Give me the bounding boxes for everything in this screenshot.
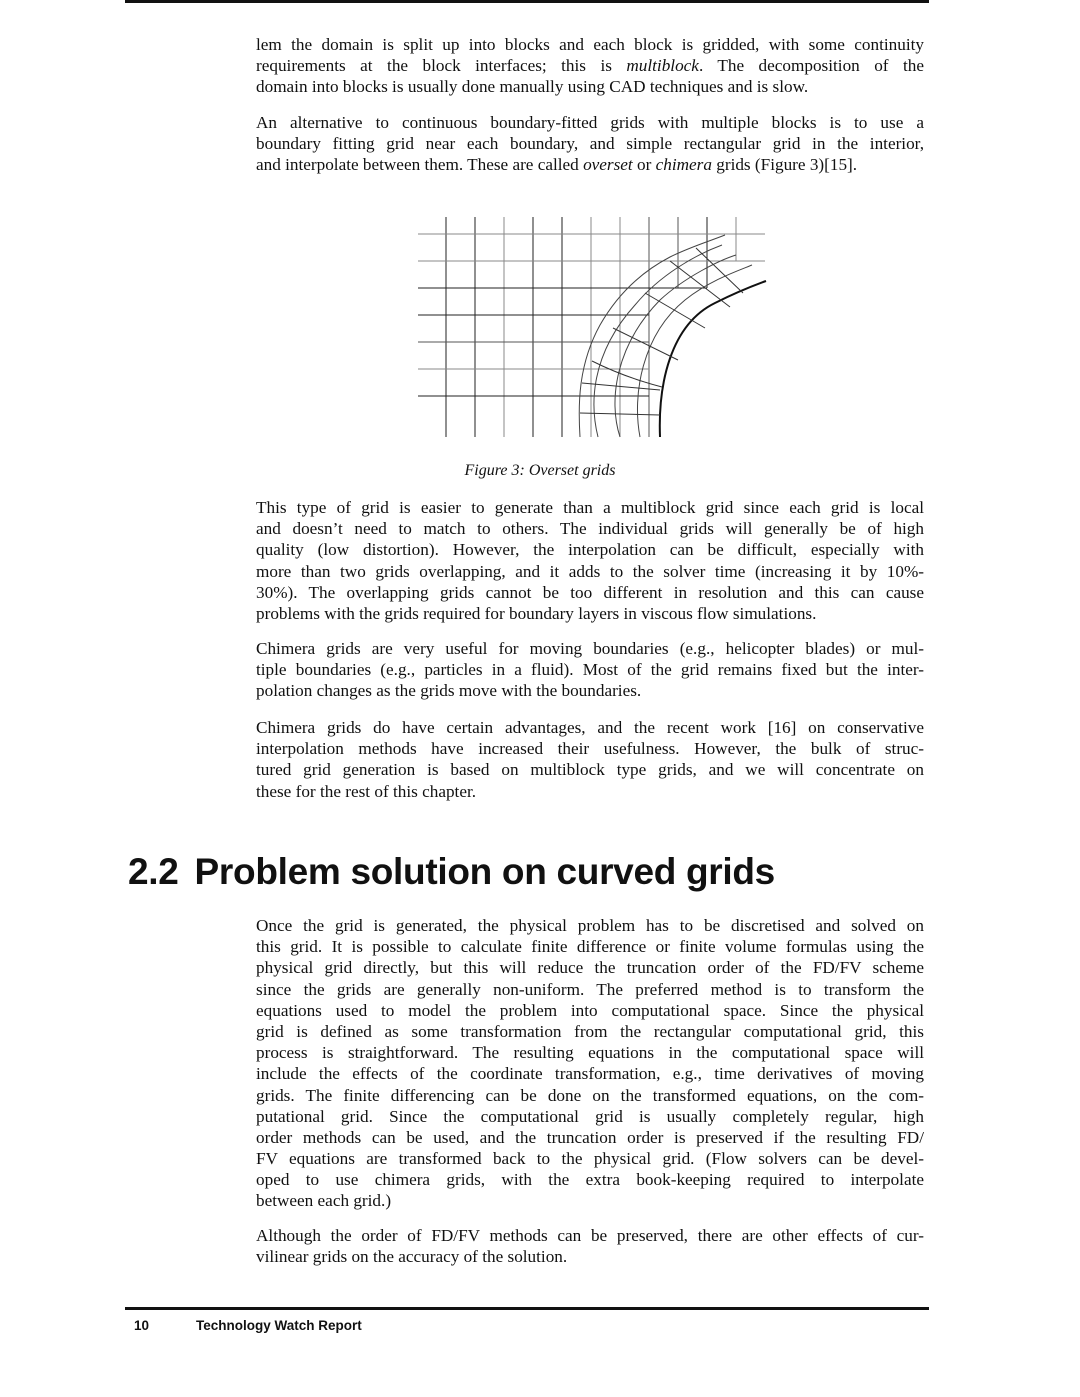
text-line: and doesn’t need to match to others. The individual grids will generally be of high [256,519,924,539]
paragraph [256,717,924,802]
paragraph [256,638,924,702]
text-line: quality (low distortion). However, the interpolation can be difficult, especially with [256,540,924,560]
paragraph [256,112,924,176]
section-title: Problem solution on curved grids [194,851,775,892]
text-line: FV equations are transformed back to the physical grid. (Flow solvers can be devel- [256,1149,924,1169]
section-heading [128,851,775,893]
footer-rule [125,1307,929,1310]
text-line: vilinear grids on the accuracy of the solution. [256,1247,568,1267]
paragraph [256,34,924,98]
emphasis: overset [583,155,633,175]
text-line: between each grid.) [256,1191,392,1211]
paragraph [256,497,924,624]
text-line: Although the order of FD/FV methods can be preserved, there are other effects of cur- [256,1226,924,1245]
text-line: putational grid. Since the computational grid is usually completely regular, high [256,1106,924,1126]
text-line: more than two grids overlapping, and it adds to the solver time (increasing it by 10%- [256,561,924,581]
text-line: physical grid directly, but this will reduce the truncation order of the FD/FV scheme [256,958,924,978]
text-line: lem the domain is split up into blocks and each block is gridded, with some continuity [256,35,924,54]
overset-grid-figure [410,215,780,445]
footer-page-number: 10 [134,1318,150,1333]
text-line: this grid. It is possible to calculate finite difference or finite volume formulas using the [256,937,924,957]
text-line: tured grid generation is based on multiblock type grids, and we will concentrate on [256,760,924,780]
emphasis: chimera [655,155,712,175]
text-line: and interpolate between them. These are called overset or chimera grids (Figure 3)[15]. [256,155,858,175]
section-number: 2.2 [128,851,179,892]
text-line: these for the rest of this chapter. [256,781,477,801]
figure-caption: Figure 3: Overset grids [464,462,616,479]
text-line: interpolation methods have increased their usefulness. However, the bulk of struc- [256,739,924,759]
text-line: tiple boundaries (e.g., particles in a fluid). Most of the grid remains fixed but the inter- [256,660,924,680]
text-line: This type of grid is easier to generate than a multiblock grid since each grid is local [256,498,924,517]
text-line: boundary fitting grid near each boundary, and simple rectangular grid in the interior, [256,134,924,154]
text-line: An alternative to continuous boundary-fitted grids with multiple blocks is to use a [256,113,924,132]
text-line: order methods can be used, and the truncation order is preserved if the resulting FD/ [256,1127,924,1147]
paragraph [256,1225,924,1267]
emphasis: multiblock [626,56,699,76]
text-line: problems with the grids required for boundary layers in viscous flow simulations. [256,603,817,623]
paragraph [256,915,924,1212]
text-line: Once the grid is generated, the physical problem has to be discretised and solved on [256,916,924,935]
text-line: oped to use chimera grids, with the extra book-keeping required to interpolate [256,1170,924,1190]
text-line: domain into blocks is usually done manually using CAD techniques and is slow. [256,77,809,97]
top-rule [125,0,929,3]
text-line: include the effects of the coordinate transformation, e.g., time derivatives of moving [256,1064,924,1084]
text-line: Chimera grids do have certain advantages, and the recent work [16] on conservative [256,718,924,737]
text-line: equations used to model the problem into computational space. Since the physical [256,1000,924,1020]
text-line: polation changes as the grids move with the boundaries. [256,681,642,701]
text-line: process is straightforward. The resulting equations in the computational space will [256,1043,924,1063]
text-line: Chimera grids are very useful for moving boundaries (e.g., helicopter blades) or mul- [256,639,924,658]
footer-title: Technology Watch Report [196,1318,362,1333]
text-line: since the grids are generally non-uniform. The preferred method is to transform the [256,979,924,999]
text-line: 30%). The overlapping grids cannot be too different in resolution and this can cause [256,582,924,602]
text-line: grid is defined as some transformation from the rectangular computational grid, this [256,1021,924,1041]
text-line: requirements at the block interfaces; this is multiblock. The decomposition of the [256,56,924,76]
text-line: grids. The finite differencing can be done on the transformed equations, on the com- [256,1085,924,1105]
